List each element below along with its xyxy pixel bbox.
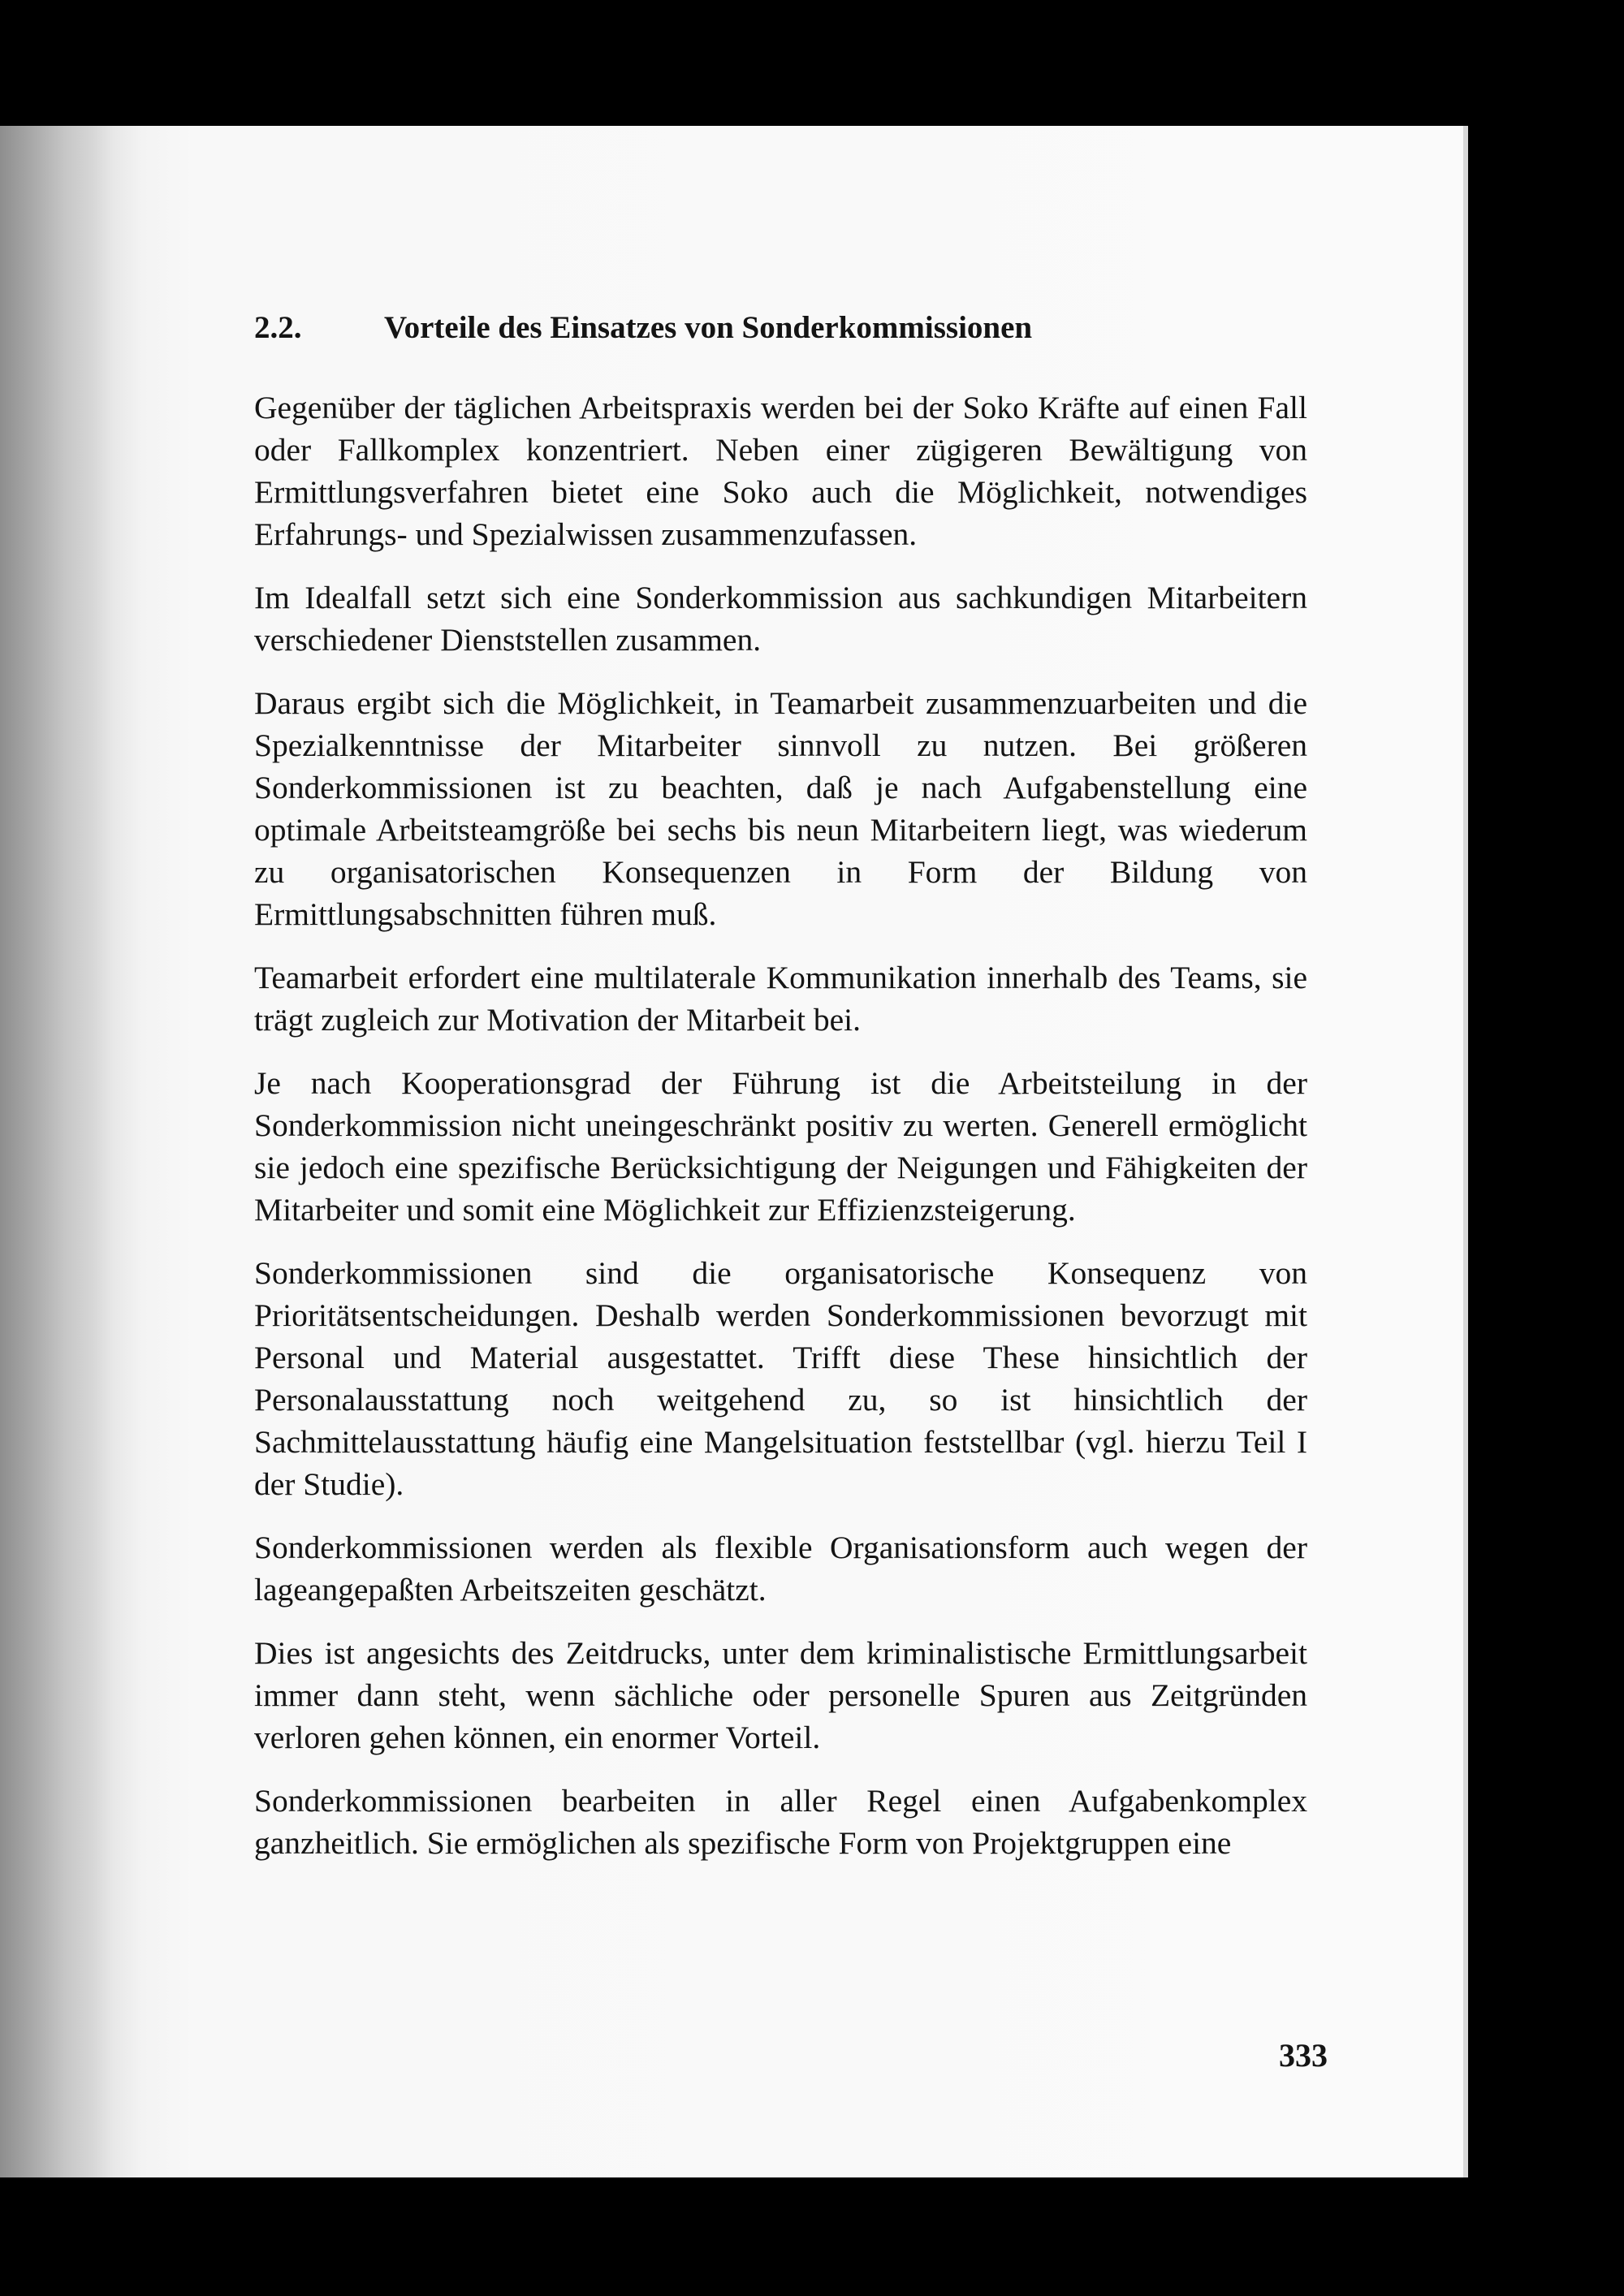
paragraph: Je nach Kooperationsgrad der Führung ist die Arbeitsteilung in der Sonderkommission nicht uneingeschränkt positiv zu werten. Generell ermöglicht sie jedoch eine spezifische Berücksichtigung der Neigungen und Fähigkeiten der Mitarbeiter und somit eine Möglichkeit zur Effizienzsteigerung. [254, 1065, 1307, 1228]
section-number: 2.2. [254, 310, 302, 345]
paragraph: Sonderkommissionen bearbeiten in aller Regel einen Aufgabenkomplex ganzheitlich. Sie ermöglichen als spezifische Form von Projektgruppen eine [254, 1783, 1307, 1861]
page-edge [1463, 126, 1468, 2177]
paragraph: Daraus ergibt sich die Möglichkeit, in Teamarbeit zusammenzuarbeiten und die Spezialkenntnisse der Mitarbeiter sinnvoll zu nutzen. Bei größeren Sonderkommissionen ist zu beachten, daß je nach Aufgabenstellung eine optimale Arbeitsteamgröße bei sechs bis neun Mitarbeitern liegt, was wiederum zu organisatorischen Konsequenzen in Form der Bildung von Ermittlungsabschnitten führen muß. [254, 685, 1307, 932]
paragraph: Teamarbeit erfordert eine multilaterale Kommunikation innerhalb des Teams, sie trägt zugleich zur Motivation der Mitarbeit bei. [254, 960, 1307, 1038]
book-page [0, 126, 1468, 2177]
page-number: 333 [1279, 2037, 1328, 2074]
paragraph: Dies ist angesichts des Zeitdrucks, unter dem kriminalistische Ermittlungsarbeit immer dann steht, wenn sächliche oder personelle Spuren aus Zeitgründen verloren gehen können, ein enormer Vorteil. [254, 1635, 1307, 1755]
page-body [254, 307, 1307, 1885]
paragraph: Sonderkommissionen werden als flexible Organisationsform auch wegen der lageangepaßten Arbeitszeiten geschätzt. [254, 1530, 1307, 1608]
paragraph: Gegenüber der täglichen Arbeitspraxis werden bei der Soko Kräfte auf einen Fall oder Fallkomplex konzentriert. Neben einer zügigeren Bewältigung von Ermittlungsverfahren bietet eine Soko auch die Möglichkeit, notwendiges Erfahrungs- und Spezialwissen zusammenzufassen. [254, 390, 1307, 552]
section-title: Vorteile des Einsatzes von Sonderkommissionen [384, 310, 1033, 345]
section-heading [254, 307, 1307, 349]
paragraph: Sonderkommissionen sind die organisatorische Konsequenz von Prioritätsentscheidungen. Deshalb werden Sonderkommissionen bevorzugt mit Personal und Material ausgestattet. Trifft diese These hinsichtlich der Personalausstattung noch weitgehend zu, so ist hinsichtlich der Sachmittelausstattung häufig eine Mangelsituation feststellbar (vgl. hierzu Teil I der Studie). [254, 1255, 1307, 1502]
paragraph: Im Idealfall setzt sich eine Sonderkommission aus sachkundigen Mitarbeitern verschiedener Dienststellen zusammen. [254, 580, 1307, 658]
